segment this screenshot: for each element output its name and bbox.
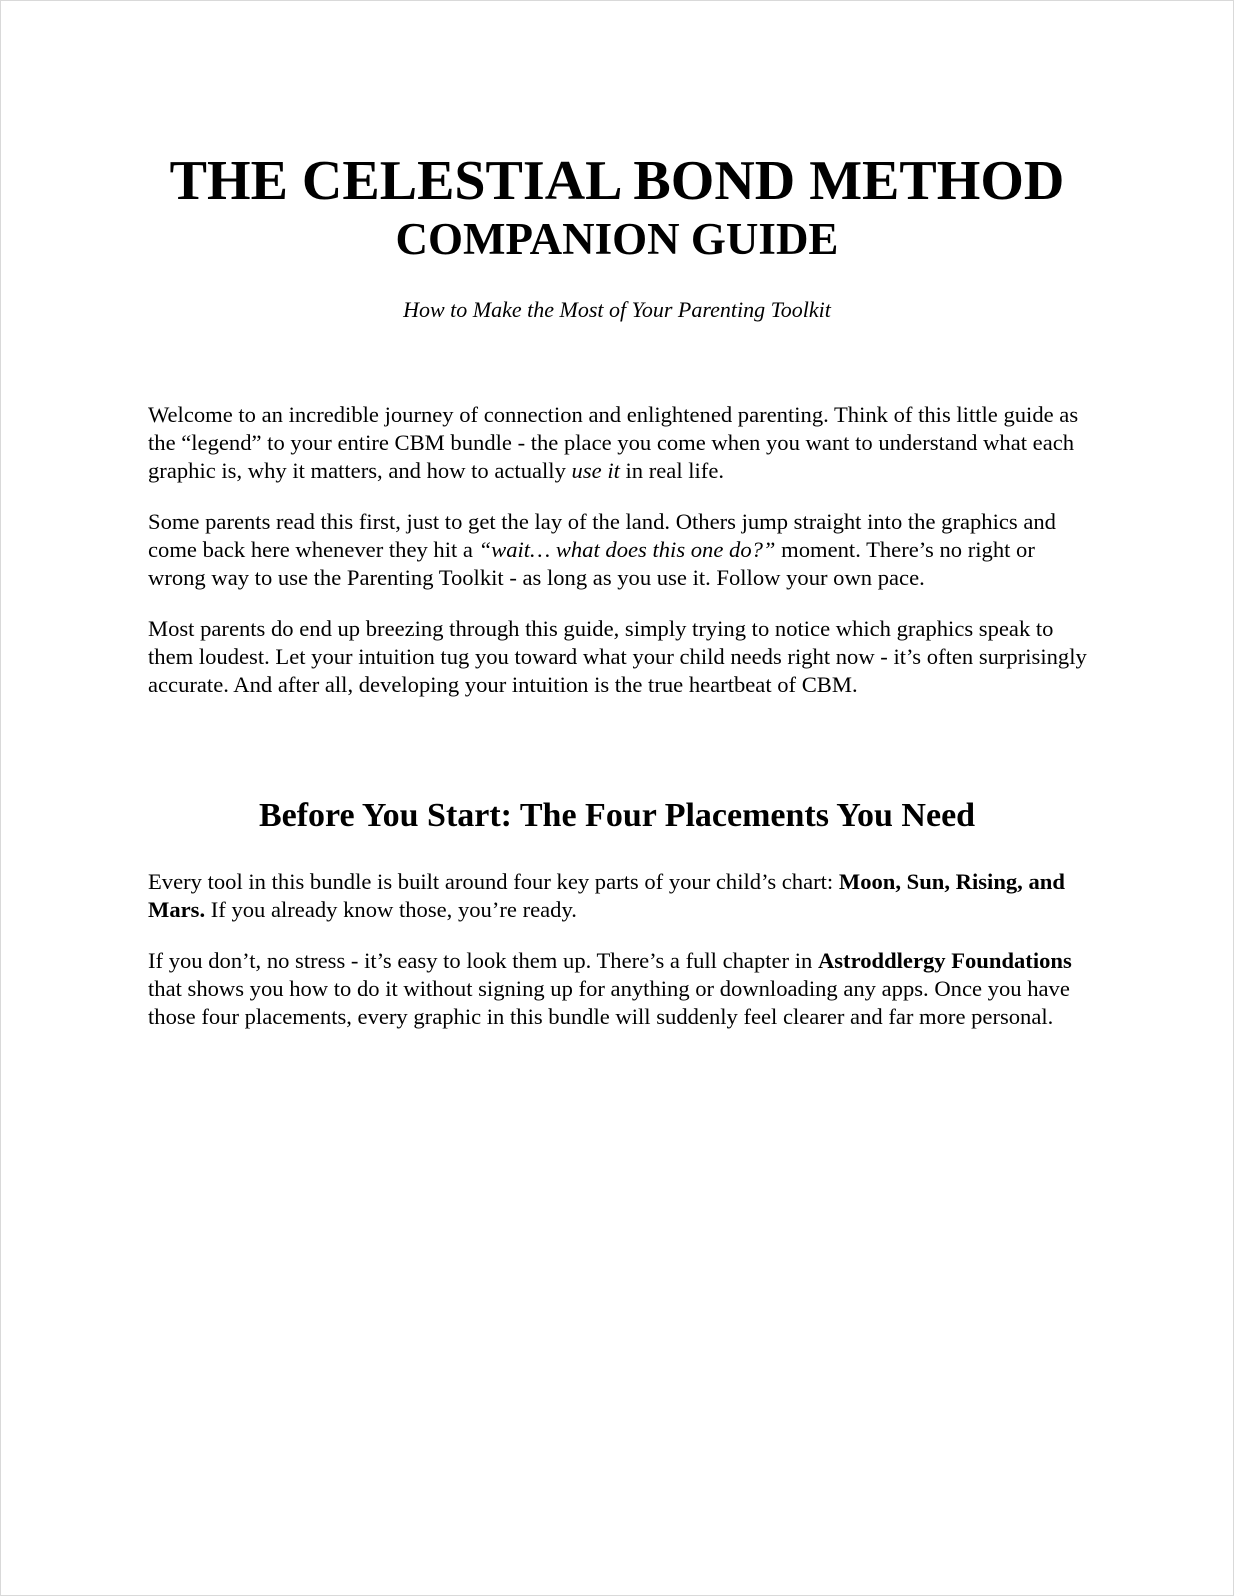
document-tagline: How to Make the Most of Your Parenting Toolkit <box>403 297 831 322</box>
section-heading: Before You Start: The Four Placements You Need <box>258 797 976 834</box>
section-p1-bold: Moon, Sun, Rising, and Mars. <box>148 869 1065 922</box>
document-subtitle: COMPANION GUIDE <box>395 214 839 264</box>
section-paragraph-2 <box>148 947 1098 1031</box>
intro-paragraph-3 <box>148 615 1098 699</box>
section-p2-text-b: that shows you how to do it without signing up for anything or downloading any apps. Once you have those four placements, every graphic in this bundle will suddenly feel clearer and far more personal. <box>148 976 1070 1029</box>
section-paragraph-1 <box>148 868 1098 924</box>
intro-paragraph-2 <box>148 508 1098 592</box>
intro-p1-emphasis: use it <box>571 458 620 483</box>
intro-p1-text-a: Welcome to an incredible journey of connection and enlightened parenting. Think of this little guide as the “legend” to your entire CBM bundle - the place you come when you want to understand what each graphic is, why it matters, and how to actually <box>148 402 1079 483</box>
intro-p2-emphasis: “wait… what does this one do?” <box>478 537 776 562</box>
intro-p2-text-b: moment. There’s no right or wrong way to use the Parenting Toolkit - as long as you use it. Follow your own pace. <box>148 537 1035 590</box>
intro-p1-text-b: in real life. <box>619 458 725 483</box>
document-title: THE CELESTIAL BOND METHOD <box>169 150 1065 212</box>
intro-p3-text: Most parents do end up breezing through this guide, simply trying to notice which graphics speak to them loudest. Let your intuition tug you toward what your child needs right now - it’s often surprisingly accurate. And after all, developing your intuition is the true heartbeat of CBM. <box>148 616 1087 697</box>
intro-p2-text-a: Some parents read this first, just to get the lay of the land. Others jump straight into the graphics and come back here whenever they hit a <box>148 509 1056 562</box>
section-p2-bold: Astroddlergy Foundations <box>817 948 1072 973</box>
section-p1-text-a: Every tool in this bundle is built around four key parts of your child’s chart: <box>148 869 839 894</box>
intro-paragraph-1 <box>148 401 1098 485</box>
section-p2-text-a: If you don’t, no stress - it’s easy to look them up. There’s a full chapter in <box>148 948 818 973</box>
section-p1-text-b: If you already know those, you’re ready. <box>205 897 577 922</box>
